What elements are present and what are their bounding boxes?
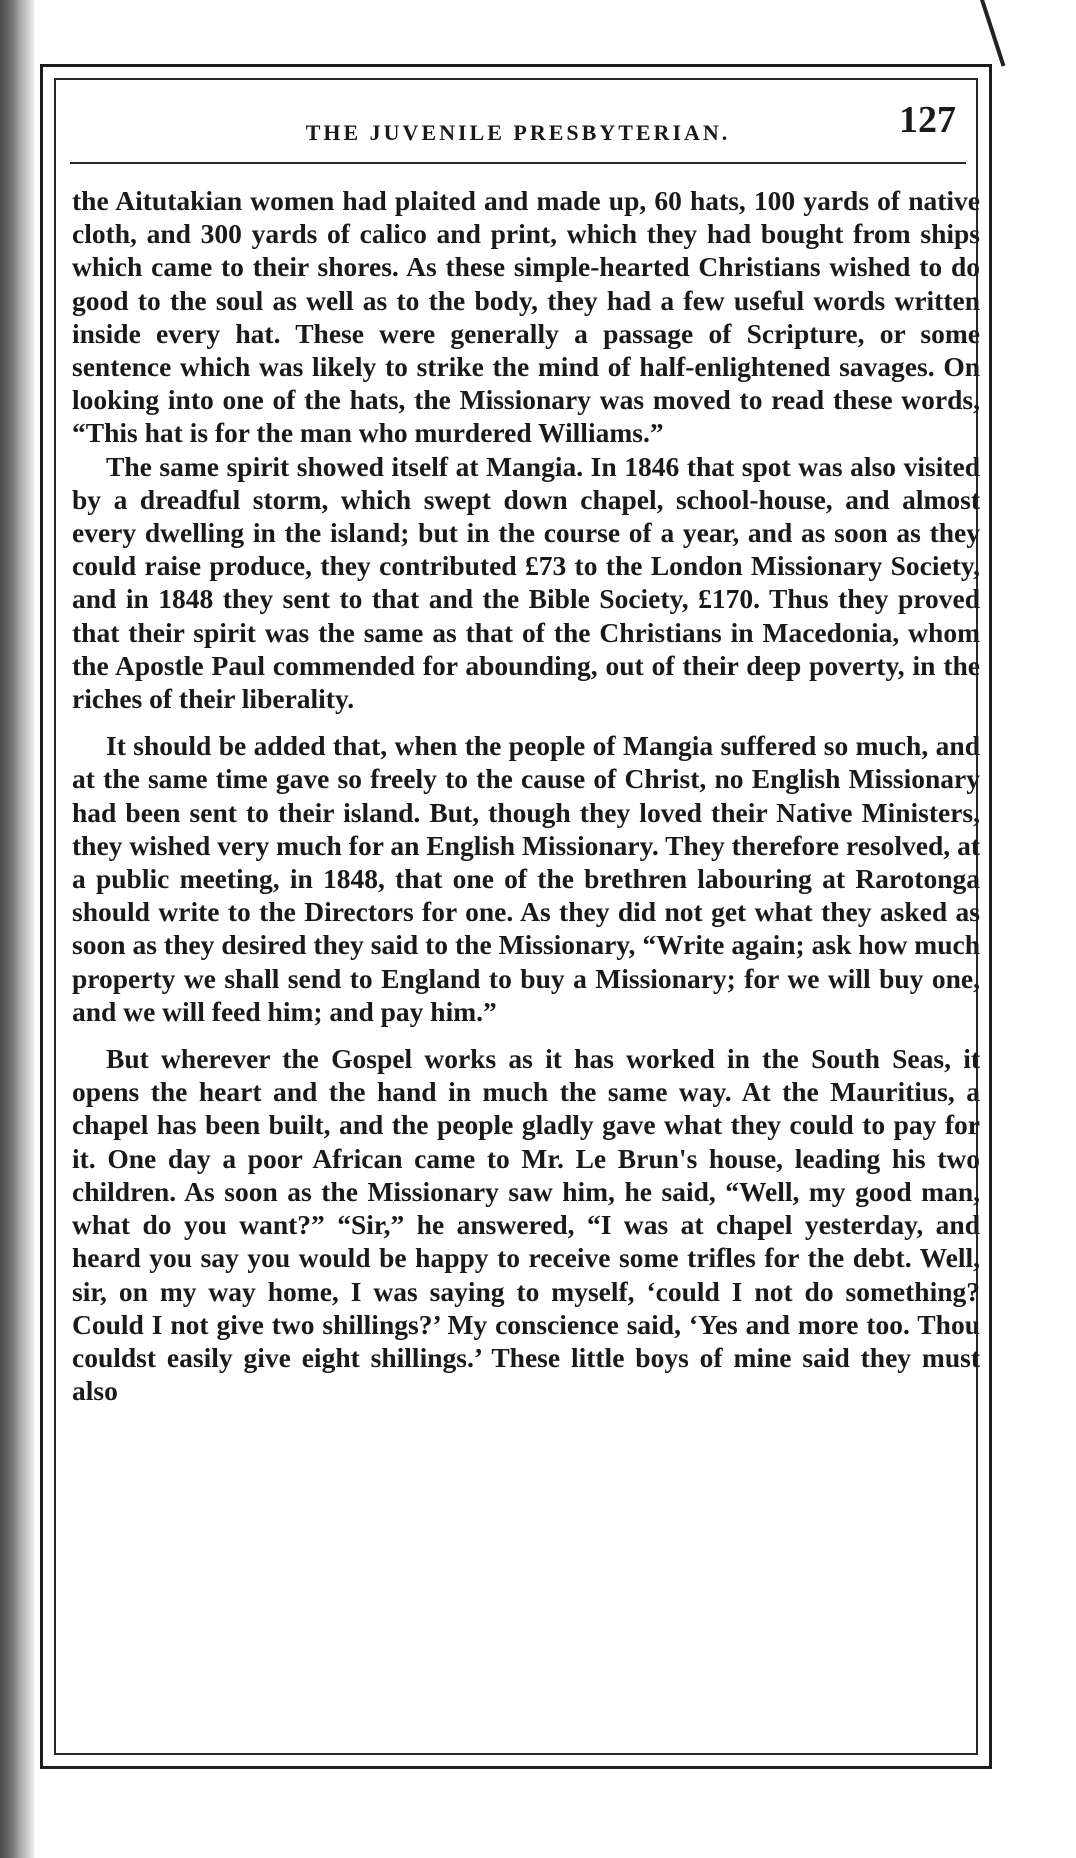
page-header bbox=[70, 92, 966, 164]
page-edge-mark bbox=[980, 0, 1005, 67]
paragraph-3: It should be added that, when the people of Mangia suffered so much, and at the same time gave so freely to the cause of Christ, no English Missionary had been sent to their island. But, though they loved their Native Ministers, they wished very much for an English Missionary. They therefore resolved, at a public meeting, in 1848, that one of the brethren labouring at Rarotonga should write to the Directors for one. As they did not get what they asked as soon as they desired they said to the Missionary, “Write again; ask how much property we shall send to England to buy a Missionary; for we will buy one, and we will feed him; and pay him.” bbox=[72, 730, 980, 1027]
paragraph-2: The same spirit showed itself at Mangia. In 1846 that spot was also visited by a dreadful storm, which swept down chapel, school-house, and almost every dwelling in the island; but in the course of a year, and as soon as they could raise produce, they contributed £73 to the London Missionary Society, and in 1848 they sent to that and the Bible Society, £170. Thus they proved that their spirit was the same as that of the Christians in Macedonia, whom the Apostle Paul commended for abounding, out of their deep poverty, in the riches of their liberality. bbox=[72, 450, 980, 715]
paragraph-4: But wherever the Gospel works as it has worked in the South Seas, it opens the heart and the hand in much the same way. At the Mauritius, a chapel has been built, and the people gladly gave what they could to pay for it. One day a poor African came to Mr. Le Brun's house, leading his two children. As soon as the Missionary saw him, he said, “Well, my good man, what do you want?” “Sir,” he answered, “I was at chapel yesterday, and heard you say you would be happy to receive some trifles for the debt. Well, sir, on my way home, I was saying to myself, ‘could I not do something? Could I not give two shillings?’ My conscience said, ‘Yes and more too. Thou couldst easily give eight shillings.’ These little boys of mine said they must also bbox=[72, 1043, 980, 1407]
running-title: THE JUVENILE PRESBYTERIAN. bbox=[305, 120, 731, 145]
article-body bbox=[72, 184, 980, 1407]
paragraph-1: the Aitutakian women had plaited and made up, 60 hats, 100 yards of native cloth, and 300 yards of calico and print, which they had bought from ships which came to their shores. As these simple-hearted Christians wished to do good to the soul as well as to the body, they had a few useful words written inside every hat. These were generally a passage of Scripture, or some sentence which was likely to strike the mind of half-enlightened savages. On looking into one of the hats, the Missionary was moved to read these words, “This hat is for the man who murdered Williams.” bbox=[72, 185, 980, 449]
book-spine-shadow bbox=[0, 0, 34, 1858]
page-number: 127 bbox=[899, 99, 956, 141]
